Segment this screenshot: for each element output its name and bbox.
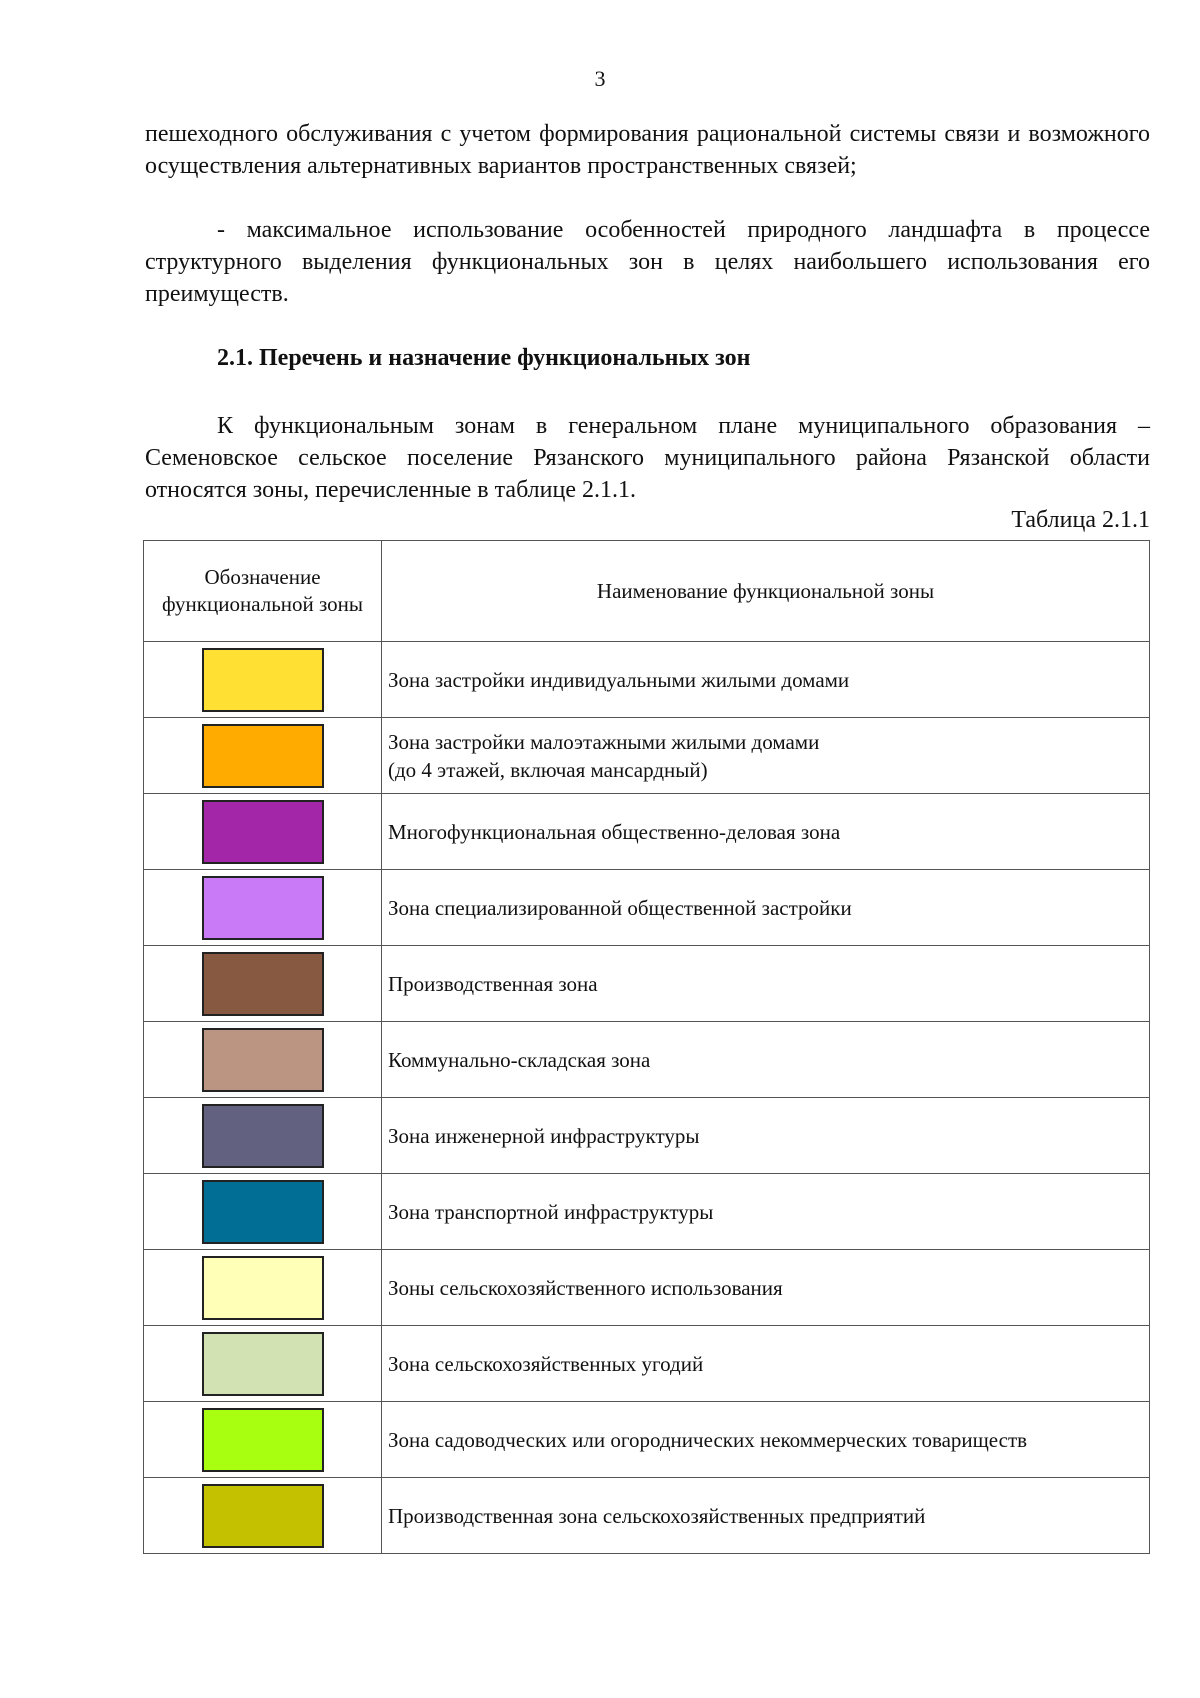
table-row <box>144 642 1150 718</box>
zone-name-text: Производственная зона <box>388 971 598 996</box>
table-row <box>144 1174 1150 1250</box>
paragraph-landscape: - максимальное использование особенностей природного ландшафта в процессе структурного выделения функциональных зон в целях наибольшего использования его преимуществ. <box>145 217 1150 307</box>
zone-name-text: Коммунально-складская зона <box>388 1047 651 1072</box>
table-row <box>144 870 1150 946</box>
zone-name-cell <box>382 1478 1150 1554</box>
zones-table <box>143 540 1150 1554</box>
table-row <box>144 946 1150 1022</box>
zone-color-swatch <box>202 952 324 1016</box>
zone-name-text: Зона сельскохозяйственных угодий <box>388 1351 704 1376</box>
zone-name-cell <box>382 870 1150 946</box>
zone-symbol-cell <box>144 1326 382 1402</box>
table-row <box>144 1250 1150 1326</box>
zone-symbol-cell <box>144 642 382 718</box>
zone-color-swatch <box>202 1332 324 1396</box>
zone-name-cell <box>382 794 1150 870</box>
zone-color-swatch <box>202 876 324 940</box>
table-row <box>144 1098 1150 1174</box>
zone-symbol-cell <box>144 718 382 794</box>
zone-color-swatch <box>202 724 324 788</box>
table-row <box>144 1478 1150 1554</box>
table-header-row <box>144 541 1150 642</box>
zone-name-cell <box>382 718 1150 794</box>
page-number: 3 <box>594 66 606 91</box>
zone-name-cell <box>382 642 1150 718</box>
table-row <box>144 1402 1150 1478</box>
zone-name-cell <box>382 1250 1150 1326</box>
table-row <box>144 794 1150 870</box>
table-row <box>144 1022 1150 1098</box>
zone-symbol-cell <box>144 1250 382 1326</box>
zone-name-text: Зона инженерной инфраструктуры <box>388 1123 700 1148</box>
header-symbol: Обозначение функциональной зоны <box>144 541 382 642</box>
zone-name-cell <box>382 946 1150 1022</box>
zone-color-swatch <box>202 1180 324 1244</box>
zone-name-cell <box>382 1402 1150 1478</box>
table-row <box>144 718 1150 794</box>
zone-name-text: Зона застройки индивидуальными жилыми домами <box>388 667 850 692</box>
zone-symbol-cell <box>144 1174 382 1250</box>
zone-symbol-cell <box>144 794 382 870</box>
zone-name-cell <box>382 1098 1150 1174</box>
zone-color-swatch <box>202 1408 324 1472</box>
zone-symbol-cell <box>144 1022 382 1098</box>
zone-name-text: Зона застройки малоэтажными жилыми домами <box>388 729 820 754</box>
zone-color-swatch <box>202 800 324 864</box>
header-name: Наименование функциональной зоны <box>382 541 1150 642</box>
zone-name-cell <box>382 1326 1150 1402</box>
section-heading: 2.1. Перечень и назначение функциональных зон <box>217 345 751 371</box>
zone-color-swatch <box>202 1104 324 1168</box>
table-row <box>144 1326 1150 1402</box>
zone-symbol-cell <box>144 1478 382 1554</box>
zone-color-swatch <box>202 1484 324 1548</box>
zone-name-text: Зона садоводческих или огороднических некоммерческих товариществ <box>388 1427 1028 1452</box>
zone-name-cell <box>382 1174 1150 1250</box>
zone-color-swatch <box>202 648 324 712</box>
zone-name-text: Производственная зона сельскохозяйственных предприятий <box>388 1503 926 1528</box>
table-caption: Таблица 2.1.1 <box>1011 507 1150 533</box>
zone-name-cell <box>382 1022 1150 1098</box>
zone-name-text: Зоны сельскохозяйственного использования <box>388 1275 783 1300</box>
zone-name-text: Зона специализированной общественной застройки <box>388 895 852 920</box>
zone-symbol-cell <box>144 1402 382 1478</box>
zone-symbol-cell <box>144 1098 382 1174</box>
zone-name-text: (до 4 этажей, включая мансардный) <box>388 757 708 782</box>
zone-color-swatch <box>202 1256 324 1320</box>
zone-name-text: Зона транспортной инфраструктуры <box>388 1199 714 1224</box>
zones-table-body <box>144 642 1150 1554</box>
paragraph-continuation: пешеходного обслуживания с учетом формирования рациональной системы связи и возможного осуществления альтернативных вариантов пространственных связей; <box>145 121 1150 179</box>
zone-name-text: Многофункциональная общественно-деловая зона <box>388 819 841 844</box>
zone-symbol-cell <box>144 946 382 1022</box>
paragraph-intro: К функциональным зонам в генеральном плане муниципального образования – Семеновское сельское поселение Рязанского муниципального района Рязанской области относятся зоны, перечисленные в таблице 2.1.1. <box>145 413 1150 503</box>
zone-color-swatch <box>202 1028 324 1092</box>
zone-symbol-cell <box>144 870 382 946</box>
